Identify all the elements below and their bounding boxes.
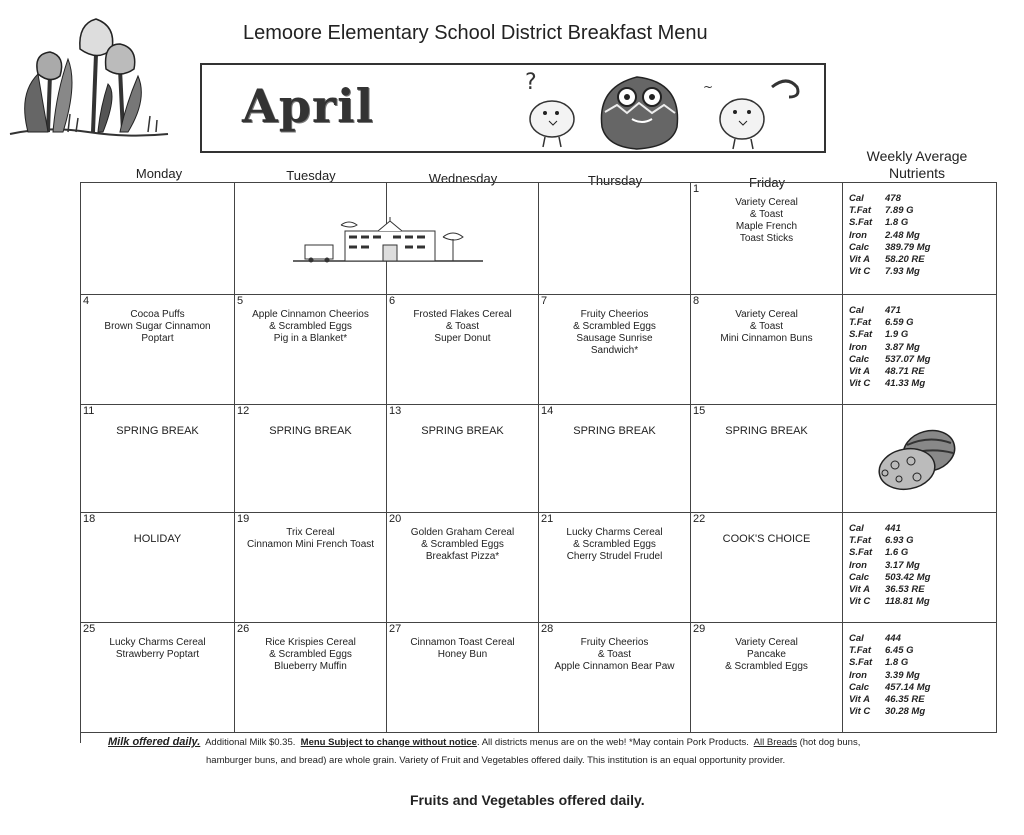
calendar-cell <box>691 405 843 513</box>
menu-calendar-grid <box>80 182 997 743</box>
nutrient-value: 2.48 Mg <box>885 229 920 241</box>
menu-text: Lucky Charms Cereal & Scrambled Eggs Cherry Strudel Frudel <box>566 527 663 562</box>
nutrient-label: Vit C <box>849 706 871 718</box>
menu-text: Rice Krispies Cereal & Scrambled Eggs Blueberry Muffin <box>265 637 356 672</box>
nutrient-value: 36.53 RE <box>885 584 925 596</box>
nutrient-value: 3.39 Mg <box>885 669 920 681</box>
calendar-cell <box>691 183 843 295</box>
nutrients-cell <box>843 513 997 623</box>
calendar-cell <box>691 513 843 623</box>
date-number: 29 <box>693 623 706 635</box>
nutrient-value: 503.42 Mg <box>885 571 931 583</box>
calendar-cell <box>235 405 387 513</box>
nutrient-label: Cal <box>849 305 864 316</box>
tulip-flowers-illustration <box>8 14 173 139</box>
footer-notice <box>108 736 978 748</box>
calendar-cell <box>81 183 235 295</box>
calendar-cell <box>539 405 691 513</box>
calendar-cell <box>691 295 843 405</box>
nutrient-value: 7.89 G <box>885 205 914 217</box>
fruits-vegetables-note: Fruits and Vegetables offered daily. <box>410 792 645 808</box>
day-header-wednesday: Wednesday <box>428 171 498 186</box>
menu-text: Apple Cinnamon Cheerios & Scrambled Eggs Pig in a Blanket* <box>252 309 369 344</box>
nutrients-cell <box>843 295 997 405</box>
all-breads: All Breads <box>753 737 797 748</box>
nutrient-value: 30.28 Mg <box>885 706 926 718</box>
nutrients-list <box>849 305 930 390</box>
calendar-cell <box>387 295 539 405</box>
additional-milk: Additional Milk $0.35. <box>205 737 296 748</box>
menu-text: Variety Cereal & Toast Maple French Toast Sticks <box>735 197 798 244</box>
date-number: 19 <box>237 513 250 525</box>
date-number: 7 <box>541 295 548 307</box>
calendar-cell <box>81 513 235 623</box>
nutrient-label: Iron <box>849 669 867 681</box>
easter-eggs-cell <box>843 405 997 513</box>
calendar-cell <box>235 623 387 733</box>
nutrient-label: Iron <box>849 559 867 571</box>
nutrient-label: S.Fat <box>849 217 873 229</box>
calendar-cell <box>691 623 843 733</box>
menu-text: Trix Cereal Cinnamon Mini French Toast <box>246 527 375 550</box>
nutrient-label: Vit A <box>849 366 870 378</box>
date-number: 18 <box>83 513 96 525</box>
nutrient-label: Vit A <box>849 694 870 706</box>
subject-to-change: Menu Subject to change without notice <box>300 737 477 748</box>
nutrient-label: Calc <box>849 353 870 365</box>
date-number: 12 <box>237 405 250 417</box>
date-number: 6 <box>389 295 396 307</box>
nutrient-value: 471 <box>885 305 901 316</box>
menu-text: Cocoa Puffs Brown Sugar Cinnamon Poptart <box>104 309 211 344</box>
nutrient-value: 3.87 Mg <box>885 341 920 353</box>
nutrient-label: Calc <box>849 571 870 583</box>
date-number: 26 <box>237 623 250 635</box>
nutrients-list <box>849 193 930 278</box>
nutrient-label: S.Fat <box>849 329 873 341</box>
calendar-cell <box>539 295 691 405</box>
page-title: Lemoore Elementary School District Breakfast Menu <box>243 22 708 44</box>
svg-text:~: ~ <box>703 80 714 94</box>
easter-eggs-illustration <box>871 425 961 495</box>
day-header-thursday: Thursday <box>587 173 643 188</box>
nutrient-label: Vit C <box>849 266 871 278</box>
menu-text: Frosted Flakes Cereal & Toast Super Donut <box>413 309 512 344</box>
menu-text: Fruity Cheerios & Toast Apple Cinnamon Bear Paw <box>554 637 675 672</box>
nutrient-value: 3.17 Mg <box>885 559 920 571</box>
nutrient-label: Iron <box>849 341 867 353</box>
month-banner <box>200 63 826 153</box>
nutrient-value: 1.6 G <box>885 547 909 559</box>
date-number: 15 <box>693 405 706 417</box>
nutrient-label: T.Fat <box>849 535 871 547</box>
date-number: 22 <box>693 513 706 525</box>
date-number: 8 <box>693 295 700 307</box>
menu-text: SPRING BREAK <box>725 425 808 437</box>
school-building-illustration <box>293 217 483 267</box>
calendar-cell <box>235 295 387 405</box>
nutrient-label: Cal <box>849 193 864 204</box>
date-number: 11 <box>83 405 95 417</box>
chicks-egg-illustration <box>507 67 807 151</box>
nutrient-label: T.Fat <box>849 205 871 217</box>
calendar-cell <box>81 623 235 733</box>
date-number: 21 <box>541 513 554 525</box>
calendar-cell <box>539 623 691 733</box>
nutrient-value: 41.33 Mg <box>885 378 926 390</box>
calendar-cell <box>235 513 387 623</box>
calendar-cell <box>81 295 235 405</box>
nutrients-list <box>849 523 930 608</box>
nutrients-cell <box>843 183 997 295</box>
date-number: 25 <box>83 623 96 635</box>
nutrient-value: 6.59 G <box>885 317 914 329</box>
nutrient-value: 118.81 Mg <box>885 596 930 608</box>
menu-text: SPRING BREAK <box>116 425 199 437</box>
calendar-cell <box>387 405 539 513</box>
nutrient-value: 537.07 Mg <box>885 353 931 365</box>
nutrient-value: 46.35 RE <box>885 694 925 706</box>
web-notice: . All districts menus are on the web! *May contain Pork Products. <box>476 737 749 748</box>
date-number: 13 <box>389 405 402 417</box>
nutrient-value: 441 <box>885 523 901 534</box>
nutrient-label: Cal <box>849 633 864 644</box>
date-number: 20 <box>389 513 402 525</box>
date-number: 27 <box>389 623 402 635</box>
nutrient-label: Cal <box>849 523 864 534</box>
menu-text: Golden Graham Cereal & Scrambled Eggs Breakfast Pizza* <box>410 527 515 562</box>
menu-text: HOLIDAY <box>133 533 182 545</box>
day-header-monday: Monday <box>135 166 183 181</box>
nutrient-label: Calc <box>849 681 870 693</box>
day-header-tuesday: Tuesday <box>286 168 336 183</box>
date-number: 1 <box>693 183 700 195</box>
nutrient-value: 6.93 G <box>885 535 914 547</box>
nutrient-label: Iron <box>849 229 867 241</box>
menu-text: Fruity Cheerios & Scrambled Eggs Sausage Sunrise Sandwich* <box>573 309 656 356</box>
menu-text: Lucky Charms Cereal Strawberry Poptart <box>109 637 206 660</box>
nutrient-label: S.Fat <box>849 547 873 559</box>
nutrient-label: Vit A <box>849 254 870 266</box>
nutrient-label: Vit C <box>849 378 871 390</box>
calendar-cell <box>81 405 235 513</box>
nutrient-value: 1.8 G <box>885 657 909 669</box>
nutrient-value: 1.8 G <box>885 217 909 229</box>
weekly-nutrients-header: Weekly Average Nutrients <box>866 148 968 181</box>
nutrient-value: 48.71 RE <box>885 366 925 378</box>
date-number: 14 <box>541 405 554 417</box>
breads-note: (hot dog buns, <box>799 737 861 748</box>
nutrient-value: 6.45 G <box>885 645 914 657</box>
date-number: 28 <box>541 623 554 635</box>
menu-text: Variety Cereal Pancake & Scrambled Eggs <box>725 637 808 672</box>
nutrient-label: Vit A <box>849 584 870 596</box>
menu-text: SPRING BREAK <box>421 425 504 437</box>
nutrient-value: 1.9 G <box>885 329 909 341</box>
calendar-cell <box>387 513 539 623</box>
nutrient-label: S.Fat <box>849 657 873 669</box>
date-number: 4 <box>83 295 90 307</box>
nutrient-label: Calc <box>849 241 870 253</box>
menu-text: Cinnamon Toast Cereal Honey Bun <box>410 637 515 660</box>
svg-text:?: ? <box>525 70 537 95</box>
date-number: 5 <box>237 295 244 307</box>
menu-text: SPRING BREAK <box>269 425 352 437</box>
nutrients-cell <box>843 623 997 733</box>
footer-line-2: hamburger buns, and bread) are whole grain. Variety of Fruit and Vegetables offered daily. This institution is an equal opportunity provider. <box>206 755 786 766</box>
nutrient-value: 457.14 Mg <box>885 681 931 693</box>
nutrient-label: T.Fat <box>849 317 871 329</box>
menu-text: SPRING BREAK <box>573 425 656 437</box>
menu-text: COOK'S CHOICE <box>722 533 811 545</box>
month-title: April <box>242 79 375 133</box>
calendar-cell <box>539 513 691 623</box>
menu-text: Variety Cereal & Toast Mini Cinnamon Buns <box>720 309 813 344</box>
day-header-friday: Friday <box>748 175 786 190</box>
calendar-cell <box>539 183 691 295</box>
nutrient-value: 7.93 Mg <box>885 266 920 278</box>
nutrient-label: T.Fat <box>849 645 871 657</box>
nutrients-list <box>849 633 930 718</box>
nutrient-value: 478 <box>885 193 901 204</box>
nutrient-label: Vit C <box>849 596 871 608</box>
nutrient-value: 389.79 Mg <box>885 241 931 253</box>
nutrient-value: 58.20 RE <box>885 254 925 266</box>
milk-notice: Milk offered daily. <box>108 736 201 748</box>
nutrient-value: 444 <box>885 633 901 644</box>
calendar-cell <box>387 623 539 733</box>
